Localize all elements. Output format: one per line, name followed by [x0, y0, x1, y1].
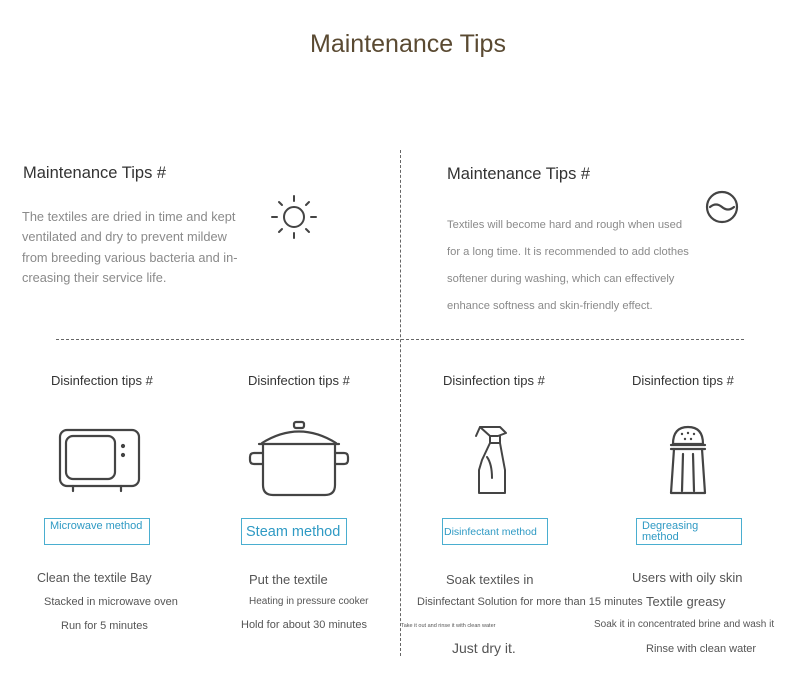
disinfection-title-degreasing: Disinfection tips # [632, 373, 734, 388]
pot-icon [248, 420, 350, 498]
disinfection-title-microwave: Disinfection tips # [51, 373, 153, 388]
degreasing-method-label: Degreasing method [636, 518, 742, 545]
microwave-method-label: Microwave method [44, 518, 150, 545]
tip-title-softener: Maintenance Tips # [447, 165, 591, 183]
sun-icon [270, 194, 318, 240]
salt-shaker-icon [668, 424, 708, 496]
steam-step-1: Put the textile [249, 572, 328, 587]
disinfectant-step-3: Take it out and rinse it with clean water [401, 623, 496, 629]
tip-text-drying: The textiles are dried in time and kept ventilated and dry to prevent mildew from breeding various bacteria and in-creasing their service life. [22, 209, 238, 286]
disinfection-title-disinfectant: Disinfection tips # [443, 373, 545, 388]
steam-step-2: Heating in pressure cooker [249, 596, 369, 607]
steam-method-label: Steam method [241, 518, 347, 545]
disinfectant-step-1: Soak textiles in [446, 572, 534, 587]
microwave-icon [58, 428, 142, 492]
softener-icon [705, 190, 739, 224]
tip-title-drying: Maintenance Tips # [23, 164, 167, 182]
degreasing-step-4: Rinse with clean water [646, 643, 757, 655]
spray-bottle-icon [474, 424, 512, 496]
disinfectant-method-label: Disinfectant method [442, 518, 548, 545]
microwave-step-3: Run for 5 minutes [61, 620, 148, 632]
horizontal-divider [56, 339, 744, 340]
degreasing-step-1: Users with oily skin [632, 570, 743, 585]
microwave-step-2: Stacked in microwave oven [44, 596, 178, 608]
steam-step-3: Hold for about 30 minutes [241, 619, 367, 631]
tip-text-softener: Textiles will become hard and rough when used for a long time. It is recommended to add clothes softener during washing, which can effectively enhance softness and skin-friendly effect. [447, 219, 689, 312]
microwave-step-1: Clean the textile Bay [37, 571, 152, 585]
disinfection-title-steam: Disinfection tips # [248, 373, 350, 388]
degreasing-step-3: Soak it in concentrated brine and wash it [594, 619, 775, 630]
disinfectant-step-4: Just dry it. [452, 640, 516, 656]
degreasing-step-2: Textile greasy [646, 594, 726, 609]
page-title: Maintenance Tips [310, 30, 506, 58]
disinfectant-step-2: Disinfectant Solution for more than 15 minutes [417, 596, 643, 608]
vertical-divider [400, 150, 401, 656]
